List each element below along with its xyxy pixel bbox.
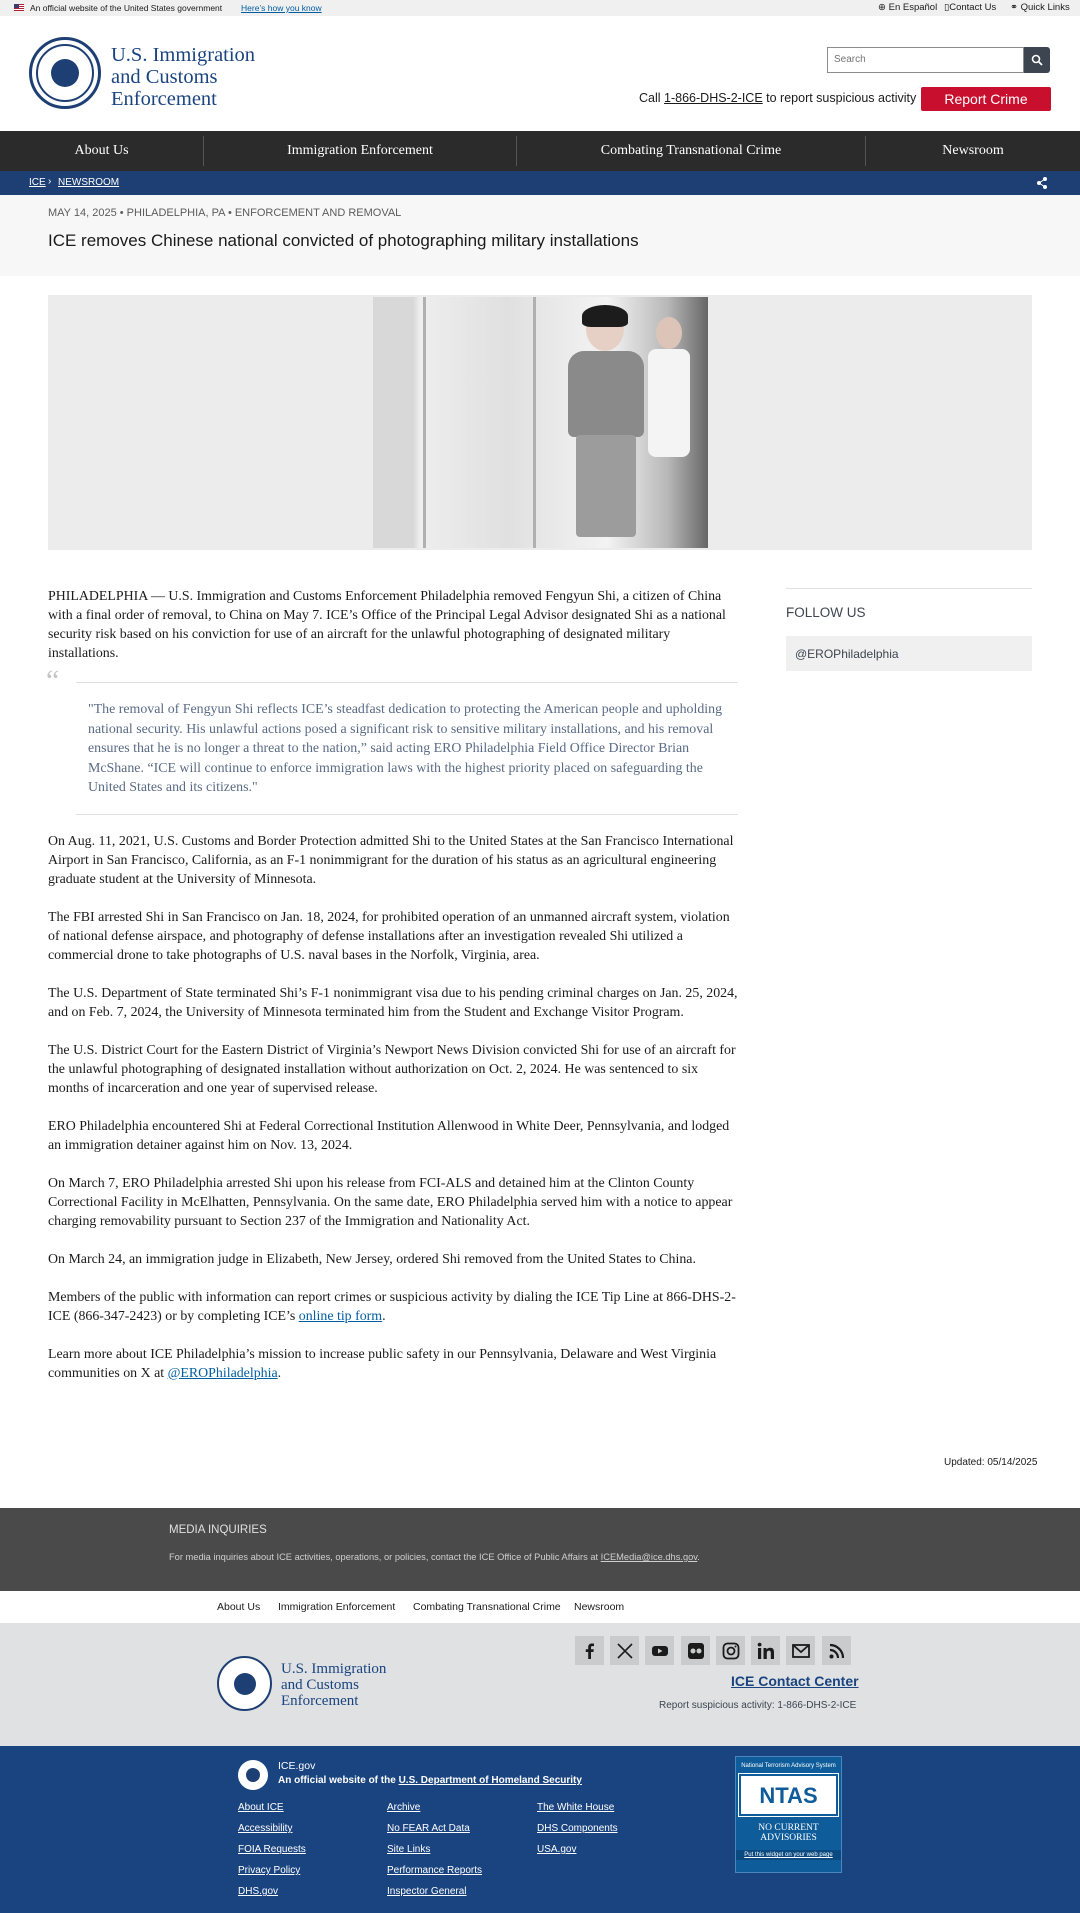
footer-agency-name[interactable]: U.S. Immigration and Customs Enforcement bbox=[281, 1661, 387, 1709]
footer-link[interactable]: Archive bbox=[387, 1802, 421, 1813]
ntas-logo: NTAS bbox=[739, 1774, 838, 1816]
media-inquiries bbox=[0, 1508, 1080, 1591]
updated-date: Updated: 05/14/2025 bbox=[944, 1457, 1038, 1468]
chevron-right-icon: › bbox=[48, 176, 52, 187]
article-paragraph: ERO Philadelphia encountered Shi at Federal Correctional Institution Allenwood in White Deer, Pennsylvania, and lodged an immigration detainer against him on Nov. 13, 2024. bbox=[48, 1118, 730, 1153]
quote-icon: “ bbox=[46, 664, 60, 697]
instagram-icon[interactable] bbox=[716, 1636, 745, 1665]
breadcrumb bbox=[0, 171, 1080, 195]
article-paragraph: The U.S. District Court for the Eastern District of Virginia’s Newport News Division convicted Shi for use of an aircraft for the unlawful photographing of designated installation without authorization on Oct. 2, 2024. He was sentenced to six months of incarceration and one year of supervised release. bbox=[48, 1042, 736, 1096]
facebook-icon[interactable] bbox=[575, 1636, 604, 1665]
footer-link[interactable]: Accessibility bbox=[238, 1823, 293, 1834]
article-paragraph: On March 7, ERO Philadelphia arrested Shi upon his release from FCI-ALS and detained him at the Clinton County Correctional Facility in McElhatten, Pennsylvania. On the same date, ERO Philadelphia served him with a notice to appear charging removability pursuant to Section 237 of the Immigration and Nationality Act. bbox=[48, 1175, 733, 1229]
report-phone-line: Call 1-866-DHS-2-ICE to report suspicious activity bbox=[639, 91, 917, 105]
footer-link[interactable]: DHS Components bbox=[537, 1823, 618, 1834]
media-heading: MEDIA INQUIRIES bbox=[169, 1524, 267, 1536]
footer-link[interactable]: DHS.gov bbox=[238, 1886, 279, 1897]
rss-icon[interactable] bbox=[822, 1636, 851, 1665]
footer-link[interactable]: FOIA Requests bbox=[238, 1844, 306, 1855]
follow-handle-link[interactable]: @EROPhiladelphia bbox=[786, 636, 1032, 671]
media-email-link[interactable]: ICEMedia@ice.dhs.gov bbox=[600, 1552, 698, 1562]
dhs-seal-icon[interactable] bbox=[29, 37, 101, 109]
footer-nav bbox=[0, 1591, 1080, 1623]
media-text: For media inquiries about ICE activities, operations, or policies, contact the ICE Office of Public Affairs at ICEMedia@ice.dhs.gov. bbox=[169, 1552, 700, 1562]
us-flag-icon bbox=[14, 4, 24, 11]
phone-link[interactable]: 1-866-DHS-2-ICE bbox=[664, 91, 763, 105]
footer-link[interactable]: Privacy Policy bbox=[238, 1865, 301, 1876]
tip-form-link[interactable]: online tip form bbox=[298, 1308, 383, 1324]
footer-link[interactable]: About ICE bbox=[238, 1802, 284, 1813]
gov-banner bbox=[0, 0, 1080, 16]
breadcrumb-newsroom[interactable]: NEWSROOM bbox=[58, 177, 120, 188]
article-paragraph: The FBI arrested Shi in San Francisco on Jan. 18, 2024, for prohibited operation of an unmanned aircraft system, violation of national defense airspace, and photography of defense installations after an investigation revealed Shi utilized a commercial drone to take photographs of U.S. naval bases in the Norfolk, Virginia, area. bbox=[48, 909, 730, 963]
x-handle-link[interactable]: @EROPhiladelphia bbox=[167, 1365, 278, 1381]
nav-newsroom[interactable]: Newsroom bbox=[942, 143, 1004, 158]
agency-name[interactable]: U.S. Immigration and Customs Enforcement bbox=[111, 44, 256, 110]
dhs-seal-icon bbox=[238, 1760, 268, 1790]
ice-contact-center-link[interactable]: ICE Contact Center bbox=[731, 1673, 859, 1689]
ntas-top-label: National Terrorism Advisory System bbox=[741, 1763, 836, 1769]
quick-links-link[interactable]: ⚭ Quick Links bbox=[1010, 2, 1070, 13]
dhs-link[interactable]: U.S. Department of Homeland Security bbox=[398, 1775, 582, 1786]
espanol-link[interactable]: ⊕ En Español bbox=[878, 2, 938, 13]
site-name: ICE.gov bbox=[278, 1760, 316, 1772]
footer-identity bbox=[0, 1623, 1080, 1746]
dhs-official-text: An official website of the U.S. Department of Homeland Security bbox=[278, 1775, 582, 1786]
article-paragraph: PHILADELPHIA — U.S. Immigration and Customs Enforcement Philadelphia removed Fengyun Shi, a citizen of China with a final order of removal, to China on May 7. ICE’s Office of the Principal Legal Advisor designated Shi as a national security risk based on his conviction for use of an aircraft for the unlawful photographing of designated military installations. bbox=[48, 589, 726, 661]
article-paragraph: Learn more about ICE Philadelphia’s mission to increase public safety in our Pennsylvania, Delaware and West Virginia communities on X at @EROPhiladelphia. bbox=[48, 1346, 717, 1381]
ntas-status: NO CURRENT ADVISORIES bbox=[758, 1823, 819, 1843]
article-paragraph: On Aug. 11, 2021, U.S. Customs and Border Protection admitted Shi to the United States at the San Francisco International Airport in San Francisco, California, as an F-1 nonimmigrant for the duration of his status as an agricultural engineering graduate student at the University of Minnesota. bbox=[48, 833, 734, 887]
search-icon bbox=[1031, 54, 1043, 66]
youtube-icon[interactable] bbox=[645, 1636, 674, 1665]
article-paragraph: The U.S. Department of State terminated Shi’s F-1 nonimmigrant visa due to his pending criminal charges on Jan. 25, 2024, and on Feb. 7, 2024, the University of Minnesota terminated him from the Student and Exchange Visitor Program. bbox=[48, 985, 738, 1020]
footer-link[interactable]: No FEAR Act Data bbox=[387, 1823, 470, 1834]
article-body bbox=[48, 587, 738, 1402]
ntas-widget-link[interactable]: Put this widget on your web page bbox=[736, 1850, 841, 1860]
search-button[interactable] bbox=[1024, 47, 1050, 73]
report-suspicious-text: Report suspicious activity: 1-866-DHS-2-ICE bbox=[659, 1700, 857, 1711]
article-paragraph: On March 24, an immigration judge in Elizabeth, New Jersey, ordered Shi removed from the United States to China. bbox=[48, 1251, 696, 1267]
footer-nav-combating-transnational-crime[interactable]: Combating Transnational Crime bbox=[413, 1601, 561, 1613]
flickr-icon[interactable] bbox=[681, 1636, 710, 1665]
footer-nav-newsroom[interactable]: Newsroom bbox=[574, 1601, 625, 1613]
article-meta: MAY 14, 2025 • PHILADELPHIA, PA • ENFORCEMENT AND REMOVAL bbox=[48, 207, 402, 219]
pull-quote: “ "The removal of Fengyun Shi reflects ICE’s steadfast dedication to protecting the American people and upholding national security. His unlawful actions posed a significant risk to sensitive military installations, and his removal ensures that he is no longer a threat to the nation,” said acting ERO Philadelphia Field Office Director Brian McShane. “ICE will continue to enforce immigration laws with the highest priority placed on safeguarding the United States and its citizens." bbox=[76, 682, 738, 815]
footer-nav-immigration-enforcement[interactable]: Immigration Enforcement bbox=[278, 1601, 396, 1613]
nav-combating-transnational-crime[interactable]: Combating Transnational Crime bbox=[600, 143, 782, 158]
nav-immigration-enforcement[interactable]: Immigration Enforcement bbox=[287, 143, 433, 158]
linkedin-icon[interactable] bbox=[751, 1636, 780, 1665]
share-icon[interactable] bbox=[1036, 176, 1048, 190]
dhs-seal-icon[interactable] bbox=[217, 1656, 272, 1711]
ntas-widget[interactable] bbox=[735, 1756, 842, 1873]
email-icon[interactable] bbox=[786, 1636, 815, 1665]
page-title: ICE removes Chinese national convicted of photographing military installations bbox=[48, 231, 639, 250]
footer-link[interactable]: The White House bbox=[537, 1802, 615, 1813]
follow-us-heading: FOLLOW US bbox=[786, 605, 866, 620]
article-paragraph: Members of the public with information can report crimes or suspicious activity by dialing the ICE Tip Line at 866-DHS-2-ICE (866-347-2423) or by completing ICE’s online tip form. bbox=[48, 1289, 736, 1324]
footer-link[interactable]: Site Links bbox=[387, 1844, 431, 1855]
footer-link[interactable]: Performance Reports bbox=[387, 1865, 483, 1876]
nav-about-us[interactable]: About Us bbox=[74, 143, 129, 158]
footer-link[interactable]: Inspector General bbox=[387, 1886, 467, 1897]
search-input[interactable]: Search bbox=[827, 47, 1024, 73]
x-icon[interactable] bbox=[610, 1636, 639, 1665]
official-text: An official website of the United States government bbox=[30, 3, 223, 13]
main-nav bbox=[0, 131, 1080, 171]
report-crime-button[interactable]: Report Crime bbox=[921, 87, 1051, 111]
footer-nav-about-us[interactable]: About Us bbox=[217, 1601, 261, 1613]
contact-us-link[interactable]: ▯Contact Us bbox=[944, 2, 997, 13]
footer-link[interactable]: USA.gov bbox=[537, 1844, 577, 1855]
how-you-know-link[interactable]: Here’s how you know bbox=[241, 3, 322, 13]
article-photo bbox=[373, 297, 708, 548]
breadcrumb-ice[interactable]: ICE bbox=[29, 177, 46, 188]
